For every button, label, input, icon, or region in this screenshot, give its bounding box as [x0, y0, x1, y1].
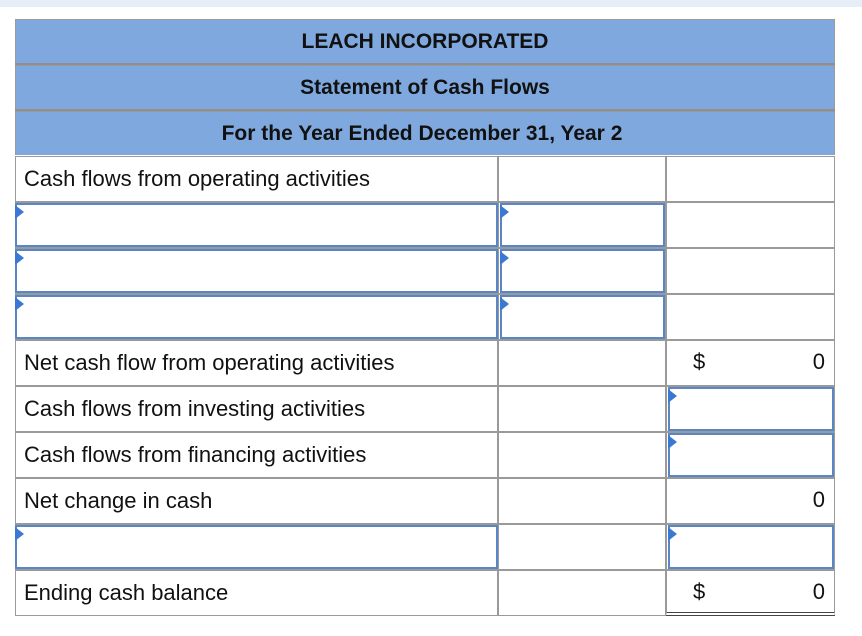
- operating-item-3-amount-input[interactable]: [500, 295, 665, 339]
- row-ending-balance: [15, 570, 835, 616]
- row-financing: [15, 432, 835, 478]
- investing-amount-input[interactable]: [668, 387, 834, 431]
- net-change-label: Net change in cash: [24, 488, 213, 513]
- ending-balance-value: 0: [812, 579, 825, 604]
- dropdown-marker-icon: [500, 251, 509, 265]
- operating-item-1-description-input[interactable]: [15, 203, 498, 247]
- currency-symbol: $: [693, 579, 706, 604]
- row-net-operating: [15, 340, 835, 386]
- operating-item-2-description-input[interactable]: [15, 249, 498, 293]
- row-operating-input-2: [15, 248, 835, 294]
- net-change-value: 0: [812, 487, 825, 512]
- beginning-balance-description-input[interactable]: [15, 525, 498, 569]
- dropdown-marker-icon: [15, 205, 24, 219]
- cash-flow-statement: [15, 19, 835, 619]
- dropdown-marker-icon: [15, 251, 24, 265]
- dropdown-marker-icon: [500, 297, 509, 311]
- top-bar: [0, 0, 862, 7]
- financing-amount-input[interactable]: [668, 433, 834, 477]
- dropdown-marker-icon: [15, 527, 24, 541]
- operating-item-3-description-input[interactable]: [15, 295, 498, 339]
- investing-label: Cash flows from investing activities: [24, 396, 366, 421]
- operating-item-1-amount-input[interactable]: [500, 203, 665, 247]
- ending-balance-label: Ending cash balance: [24, 580, 229, 605]
- row-investing: [15, 386, 835, 432]
- net-operating-label: Net cash flow from operating activities: [24, 350, 395, 375]
- financing-label: Cash flows from financing activities: [24, 442, 367, 467]
- dropdown-marker-icon: [15, 297, 24, 311]
- currency-symbol: $: [693, 349, 706, 374]
- company-name: LEACH INCORPORATED: [15, 19, 835, 63]
- dropdown-marker-icon: [500, 205, 509, 219]
- row-operating-input-3: [15, 294, 835, 340]
- dropdown-marker-icon: [668, 435, 677, 449]
- row-operating-input-1: [15, 202, 835, 248]
- beginning-balance-amount-input[interactable]: [668, 525, 834, 569]
- operating-item-2-amount-input[interactable]: [500, 249, 665, 293]
- row-operating-heading: [15, 156, 835, 202]
- row-beginning-balance-input: [15, 524, 835, 570]
- dropdown-marker-icon: [668, 389, 677, 403]
- row-net-change: [15, 478, 835, 524]
- statement-period: For the Year Ended December 31, Year 2: [15, 111, 835, 155]
- dropdown-marker-icon: [668, 527, 677, 541]
- statement-title: Statement of Cash Flows: [15, 65, 835, 109]
- net-operating-value: 0: [812, 349, 825, 374]
- operating-heading-label: Cash flows from operating activities: [24, 166, 371, 191]
